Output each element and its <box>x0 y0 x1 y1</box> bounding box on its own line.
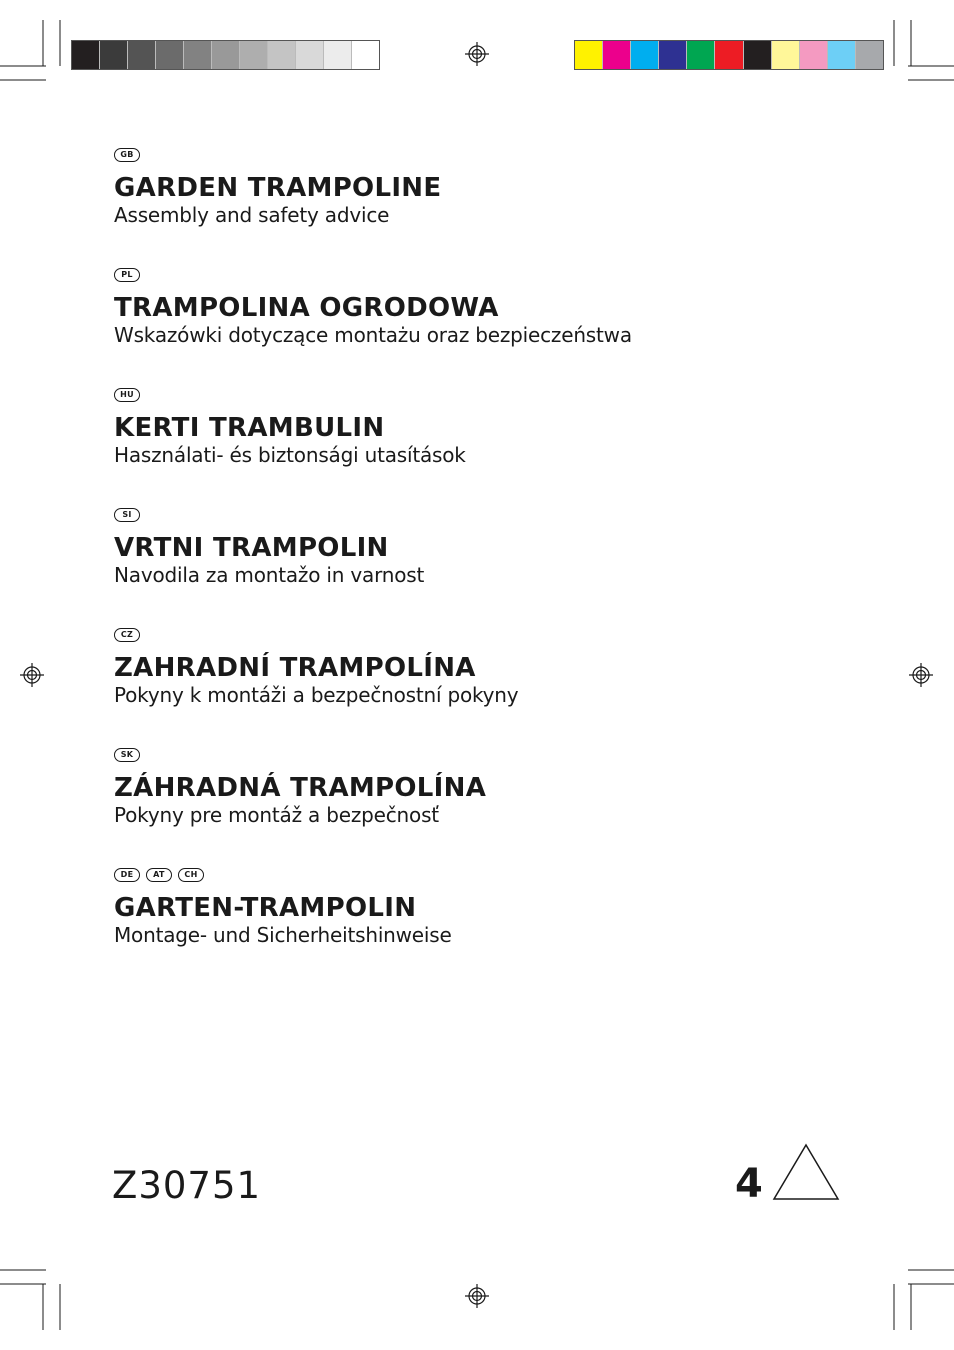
product-subtitle: Navodila za montažo in varnost <box>114 563 425 587</box>
product-title: GARDEN TRAMPOLINE <box>114 173 442 203</box>
color-swatch <box>856 41 883 69</box>
color-swatch <box>240 41 268 69</box>
registration-mark-icon <box>909 663 933 687</box>
color-swatch <box>72 41 100 69</box>
color-swatch <box>128 41 156 69</box>
product-subtitle: Használati- és biztonsági utasítások <box>114 443 466 467</box>
product-title: VRTNI TRAMPOLIN <box>114 533 389 563</box>
color-swatch <box>156 41 184 69</box>
country-badges <box>114 748 486 764</box>
country-code-badge: CH <box>178 868 204 882</box>
country-code-badge: PL <box>114 268 140 282</box>
process-color-bar <box>574 40 884 70</box>
product-subtitle: Pokyny k montáži a bezpečnostní pokyny <box>114 683 519 707</box>
color-swatch <box>324 41 352 69</box>
registration-mark-icon <box>465 1284 489 1308</box>
country-code-badge: GB <box>114 148 140 162</box>
product-subtitle: Pokyny pre montáž a bezpečnosť <box>114 803 439 827</box>
color-swatch <box>212 41 240 69</box>
color-swatch <box>268 41 296 69</box>
country-code-badge: DE <box>114 868 140 882</box>
country-code-badge: SK <box>114 748 140 762</box>
warning-triangle-icon <box>772 1143 840 1201</box>
language-section <box>114 868 452 948</box>
color-swatch <box>184 41 212 69</box>
product-title: ZÁHRADNÁ TRAMPOLÍNA <box>114 773 487 803</box>
product-subtitle: Assembly and safety advice <box>114 203 390 227</box>
color-swatch <box>659 41 687 69</box>
color-swatch <box>575 41 603 69</box>
language-section <box>114 748 486 828</box>
color-swatch <box>296 41 324 69</box>
product-title: KERTI TRAMBULIN <box>114 413 385 443</box>
language-section <box>114 268 632 348</box>
color-swatch <box>744 41 772 69</box>
product-title: ZAHRADNÍ TRAMPOLÍNA <box>114 653 476 683</box>
product-subtitle: Montage- und Sicherheitshinweise <box>114 923 452 947</box>
country-badges <box>114 628 518 644</box>
color-swatch <box>715 41 743 69</box>
country-code-badge: AT <box>146 868 172 882</box>
country-badges <box>114 388 466 404</box>
grayscale-color-bar <box>71 40 380 70</box>
country-badges <box>114 508 424 524</box>
color-swatch <box>603 41 631 69</box>
country-code-badge: HU <box>114 388 140 402</box>
language-section <box>114 388 466 468</box>
product-title: GARTEN-TRAMPOLIN <box>114 893 417 923</box>
page-number: 4 <box>735 1161 763 1207</box>
color-swatch <box>687 41 715 69</box>
country-badges <box>114 148 441 164</box>
color-swatch <box>828 41 856 69</box>
color-swatch <box>352 41 379 69</box>
country-code-badge: CZ <box>114 628 140 642</box>
color-swatch <box>800 41 828 69</box>
color-swatch <box>631 41 659 69</box>
country-badges <box>114 868 452 884</box>
model-number: Z30751 <box>112 1164 262 1207</box>
color-swatch <box>100 41 128 69</box>
registration-mark-icon <box>465 42 489 66</box>
language-section <box>114 628 518 708</box>
color-swatch <box>772 41 800 69</box>
product-title: TRAMPOLINA OGRODOWA <box>114 293 499 323</box>
country-badges <box>114 268 632 284</box>
country-code-badge: SI <box>114 508 140 522</box>
product-subtitle: Wskazówki dotyczące montażu oraz bezpieczeństwa <box>114 323 632 347</box>
language-section <box>114 148 441 228</box>
registration-mark-icon <box>20 663 44 687</box>
language-section <box>114 508 424 588</box>
